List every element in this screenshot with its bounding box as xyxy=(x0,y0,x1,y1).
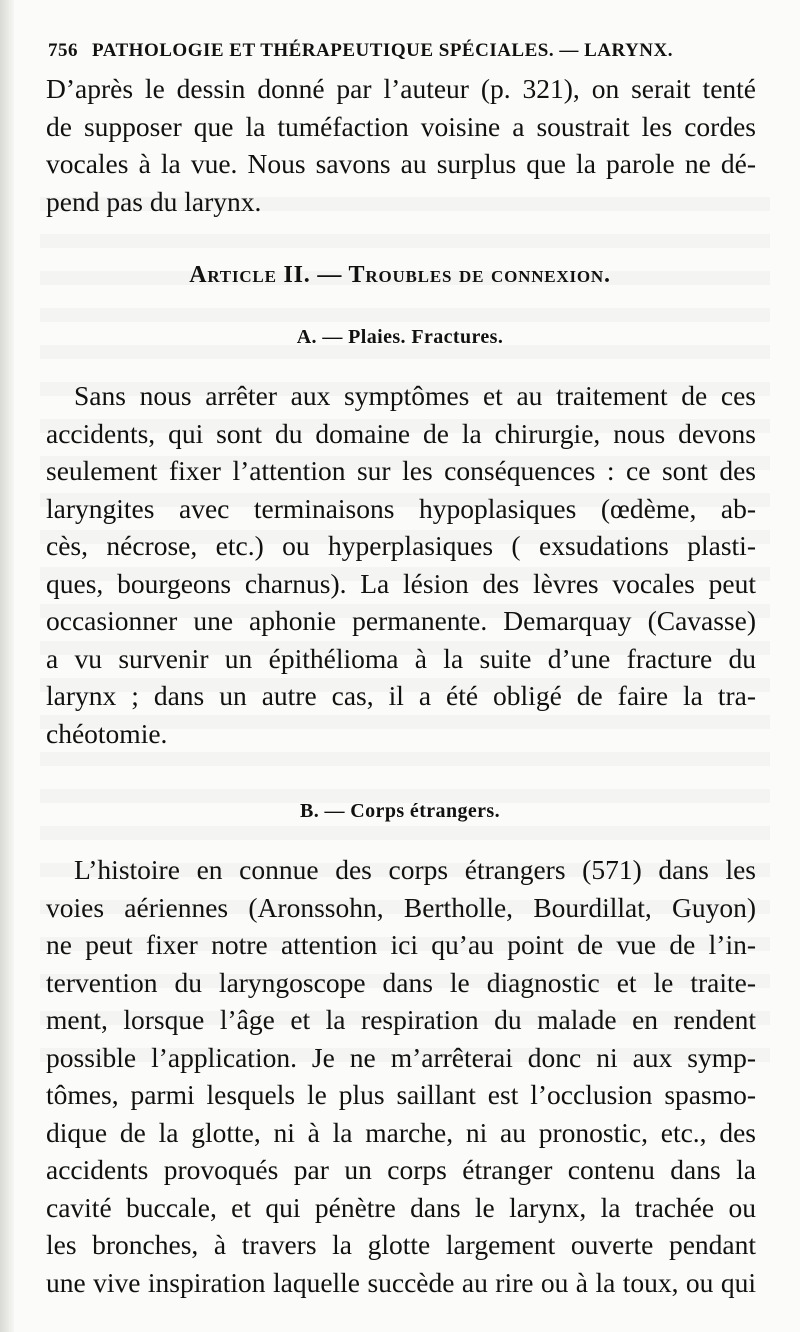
text-line: vocales à la vue. Nous savons au surplus que la parole ne dé- xyxy=(46,148,756,179)
section-b-heading: B. — Corps étrangers. xyxy=(299,800,501,822)
running-header xyxy=(48,40,758,62)
text-line: ques, bourgeons charnus). La lésion des lèvres vocales peut xyxy=(46,567,756,599)
text-line: occasionner une aphonie permanente. Demarquay (Cavasse) xyxy=(46,605,756,636)
article-heading: Article II. — Troubles de connexion. xyxy=(189,262,611,288)
text-line: une vive inspiration laquelle succède au rire ou à la toux, ou qui xyxy=(46,1266,756,1298)
section-a-heading: A. — Plaies. Fractures. xyxy=(296,326,504,348)
page-gutter-shadow xyxy=(0,0,14,1332)
section-b-paragraph xyxy=(46,851,756,1301)
text-line: L’histoire en connue des corps étrangers (571) dans les xyxy=(74,854,756,885)
text-line: a vu survenir un épithélioma à la suite d’une fracture du xyxy=(46,642,756,674)
text-line: voies aériennes (Aronssohn, Bertholle, Bourdillat, Guyon) xyxy=(46,891,756,923)
text-line: pend pas du larynx. xyxy=(46,185,262,217)
text-line: Sans nous arrêter aux symptômes et au traitement de ces xyxy=(74,380,756,411)
text-line: tervention du laryngoscope dans le diagnostic et le traite- xyxy=(46,966,756,998)
text-line: cavité buccale, et qui pénètre dans le larynx, la trachée ou xyxy=(46,1191,756,1223)
text-line: accidents, qui sont du domaine de la chirurgie, nous devons xyxy=(46,417,756,449)
text-line: ne peut fixer notre attention ici qu’au point de vue de l’in- xyxy=(46,929,756,960)
text-line: cès, nécrose, etc.) ou hyperplasiques ( exsudations plasti- xyxy=(46,530,756,561)
running-title: PATHOLOGIE ET THÉRAPEUTIQUE SPÉCIALES. — LARYNX. xyxy=(92,40,673,61)
text-line: chéotomie. xyxy=(46,717,168,749)
page-number: 756 xyxy=(48,40,78,61)
text-line: accidents provoqués par un corps étranger contenu dans la xyxy=(46,1154,756,1185)
text-line: larynx ; dans un autre cas, il a été obligé de faire la tra- xyxy=(46,680,756,711)
text-line: les bronches, à travers la glotte largement ouverte pendant xyxy=(46,1229,756,1260)
text-line: de supposer que la tuméfaction voisine a soustrait les cordes xyxy=(46,110,756,142)
intro-paragraph xyxy=(46,70,756,220)
text-line: dique de la glotte, ni à la marche, ni au pronostic, etc., des xyxy=(46,1116,756,1148)
text-line: seulement fixer l’attention sur les conséquences : ce sont des xyxy=(46,455,756,486)
text-line: D’après le dessin donné par l’auteur (p. 321), on serait tenté xyxy=(46,73,756,104)
section-a-paragraph xyxy=(46,377,756,752)
text-line: tômes, parmi lesquels le plus saillant est l’occlusion spasmo- xyxy=(46,1079,756,1110)
text-line: ment, lorsque l’âge et la respiration du malade en rendent xyxy=(46,1004,756,1035)
text-line: possible l’application. Je ne m’arrêterai donc ni aux symp- xyxy=(46,1041,756,1073)
text-line: laryngites avec terminaisons hypoplasiques (œdème, ab- xyxy=(46,492,756,524)
